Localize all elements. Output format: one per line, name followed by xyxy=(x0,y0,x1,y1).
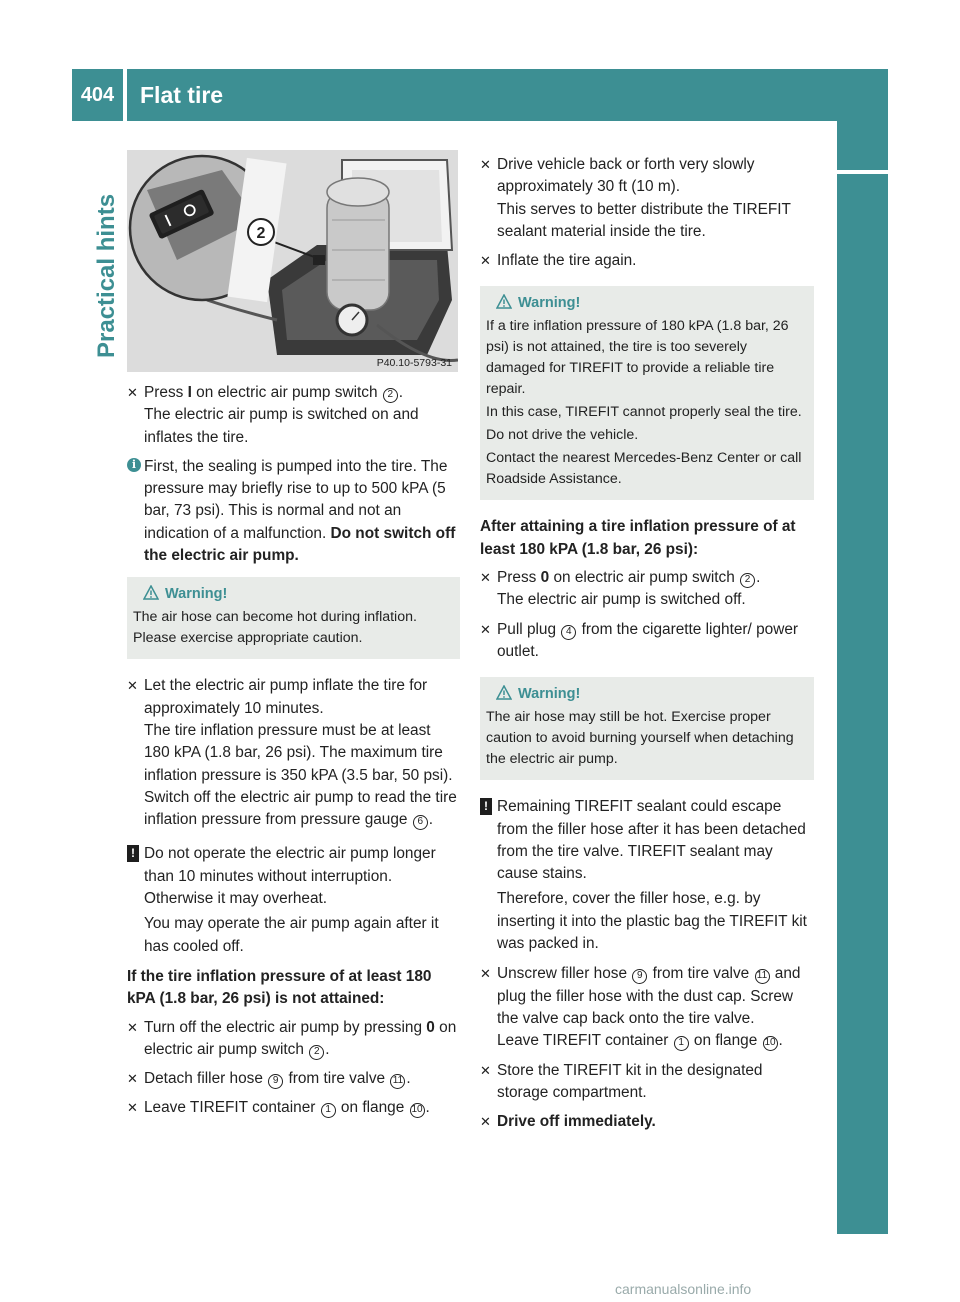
warning-title: Warning! xyxy=(165,586,228,603)
callout-number: 4 xyxy=(561,625,576,640)
step-store-kit: ✕ Store the TIREFIT kit in the designated storage compartment. xyxy=(480,1061,763,1101)
side-tab-label: Practical hints xyxy=(93,193,120,358)
page-number: 404 xyxy=(80,84,115,106)
step-inflate-again: ✕ Inflate the tire again. xyxy=(480,250,814,272)
cross-arrow-icon: ✕ xyxy=(127,1071,138,1087)
right-column xyxy=(480,154,814,1140)
warning-triangle-icon xyxy=(496,294,512,309)
watermark: carmanualsonline.info xyxy=(615,1281,752,1297)
tirefit-illustration xyxy=(127,150,458,372)
tirefit-figure xyxy=(127,150,458,372)
side-tab xyxy=(837,121,888,1234)
warning-title: Warning! xyxy=(518,295,581,312)
step-drive-slowly: ✕ Drive vehicle back or forth very slowly approximately 30 ft (10 m). This serves to better distribute the TIREFIT sealant material inside the tire. xyxy=(480,156,791,240)
step-press-0: ✕ Press 0 on electric air pump switch 2 . The electric air pump is switched off. xyxy=(480,569,761,609)
cross-arrow-icon: ✕ xyxy=(127,1019,138,1035)
section-heading-not-attained: If the tire inflation pressure of at least 180 kPA (1.8 bar, 26 psi) is not attained: xyxy=(127,967,432,1008)
warning-box-still-hot: Warning! The air hose may still be hot. Exercise proper caution to avoid burning yourself when detaching the electric air pump. xyxy=(480,677,814,780)
note-remaining-sealant: ! Remaining TIREFIT sealant could escape from the filler hose after it has been detached from the tire valve. TIREFIT sealant may cause stains. Therefore, cover the filler hose, e.g. by inserting it into the plastic bag the TIREFIT kit was packed in. xyxy=(480,796,814,955)
callout-number: 2 xyxy=(740,573,755,588)
cross-arrow-icon: ✕ xyxy=(480,966,491,982)
callout-number: 11 xyxy=(755,969,770,984)
cross-arrow-icon: ✕ xyxy=(480,253,491,269)
callout-number: 11 xyxy=(390,1074,405,1089)
warning-box-not-attained: Warning! If a tire inflation pressure of 180 kPA (1.8 bar, 26 psi) is not attained, the tire is too severely damaged for TIREFIT to provide a reliable tire repair. In this case, TIREFIT cannot properly seal the tire. Do not drive the vehicle. Contact the nearest Mercedes-Benz Center or call Roadside Assistance. xyxy=(480,286,814,500)
callout-number: 2 xyxy=(309,1045,324,1060)
callout-number: 10 xyxy=(763,1036,778,1051)
side-tab-gap xyxy=(837,170,888,174)
exclamation-icon: ! xyxy=(480,798,492,815)
step-drive-off: ✕ Drive off immediately. xyxy=(480,1111,814,1133)
info-icon: i xyxy=(127,458,141,472)
cross-arrow-icon: ✕ xyxy=(480,1114,491,1130)
exclamation-icon: ! xyxy=(127,845,139,862)
cross-arrow-icon: ✕ xyxy=(127,385,138,400)
warning-triangle-icon xyxy=(143,585,159,600)
warning-title: Warning! xyxy=(518,686,581,703)
note-do-not-operate: ! Do not operate the electric air pump longer than 10 minutes without interruption. Otherwise it may overheat. You may operate the air pump again after it has cooled off. xyxy=(127,843,460,957)
step-press-i: ✕ Press I on electric air pump switch 2 . The electric air pump is switched on and inflates the tire. xyxy=(127,384,419,446)
callout-number: 1 xyxy=(674,1036,689,1051)
step-let-pump-inflate: ✕ Let the electric air pump inflate the tire for approximately 10 minutes. The tire inflation pressure must be at least 180 kPA (1.8 bar, 26 psi). The maximum tire inflation pressure is 350 kPA (3.5 bar, 50 psi). Switch off the electric air pump to read the tire inflation pressure from pressure gauge 6 . xyxy=(127,677,457,829)
callout-number: 2 xyxy=(383,388,398,403)
step-unscrew-filler-hose: ✕ Unscrew filler hose 9 from tire valve 11 and plug the filler hose with the dust cap. Screw the valve cap back onto the tire valve. Leave TIREFIT container 1 on flange 10 . xyxy=(480,965,801,1050)
warning-triangle-icon xyxy=(496,685,512,700)
section-heading-attained: After attaining a tire inflation pressure of at least 180 kPA (1.8 bar, 26 psi): xyxy=(480,518,796,558)
warning-box-hot-hose: Warning! The air hose can become hot during inflation. Please exercise appropriate caution. xyxy=(127,577,460,659)
step-turn-off-pump: ✕ Turn off the electric air pump by pressing 0 on electric air pump switch 2 . xyxy=(127,1018,457,1058)
step-leave-container: ✕ Leave TIREFIT container 1 on flange 10 . xyxy=(127,1097,460,1119)
callout-number: 6 xyxy=(413,815,428,830)
info-sealing: i First, the sealing is pumped into the tire. The pressure may briefly rise to up to 500 kPA (5 bar, 73 psi). This is normal and not an indication of a malfunction. Do not switch off the electric air pump. xyxy=(127,456,460,567)
left-column xyxy=(127,150,460,1127)
step-detach-filler-hose: ✕ Detach filler hose 9 from tire valve 11 . xyxy=(127,1068,460,1090)
cross-arrow-icon: ✕ xyxy=(480,1062,491,1078)
cross-arrow-icon: ✕ xyxy=(127,1100,138,1116)
callout-number: 9 xyxy=(268,1074,283,1089)
page-title: Flat tire xyxy=(140,82,224,108)
cross-arrow-icon: ✕ xyxy=(480,621,491,637)
callout-number: 1 xyxy=(321,1103,336,1118)
callout-number: 10 xyxy=(410,1103,425,1118)
step-pull-plug: ✕ Pull plug 4 from the cigarette lighter/ power outlet. xyxy=(480,620,799,660)
figure-callout: 2 xyxy=(256,225,266,242)
callout-number: 9 xyxy=(632,969,647,984)
cross-arrow-icon: ✕ xyxy=(480,570,491,586)
header-divider xyxy=(123,69,127,121)
cross-arrow-icon: ✕ xyxy=(480,157,491,172)
cross-arrow-icon: ✕ xyxy=(127,678,138,694)
figure-code: P40.10-5793-31 xyxy=(376,357,452,369)
